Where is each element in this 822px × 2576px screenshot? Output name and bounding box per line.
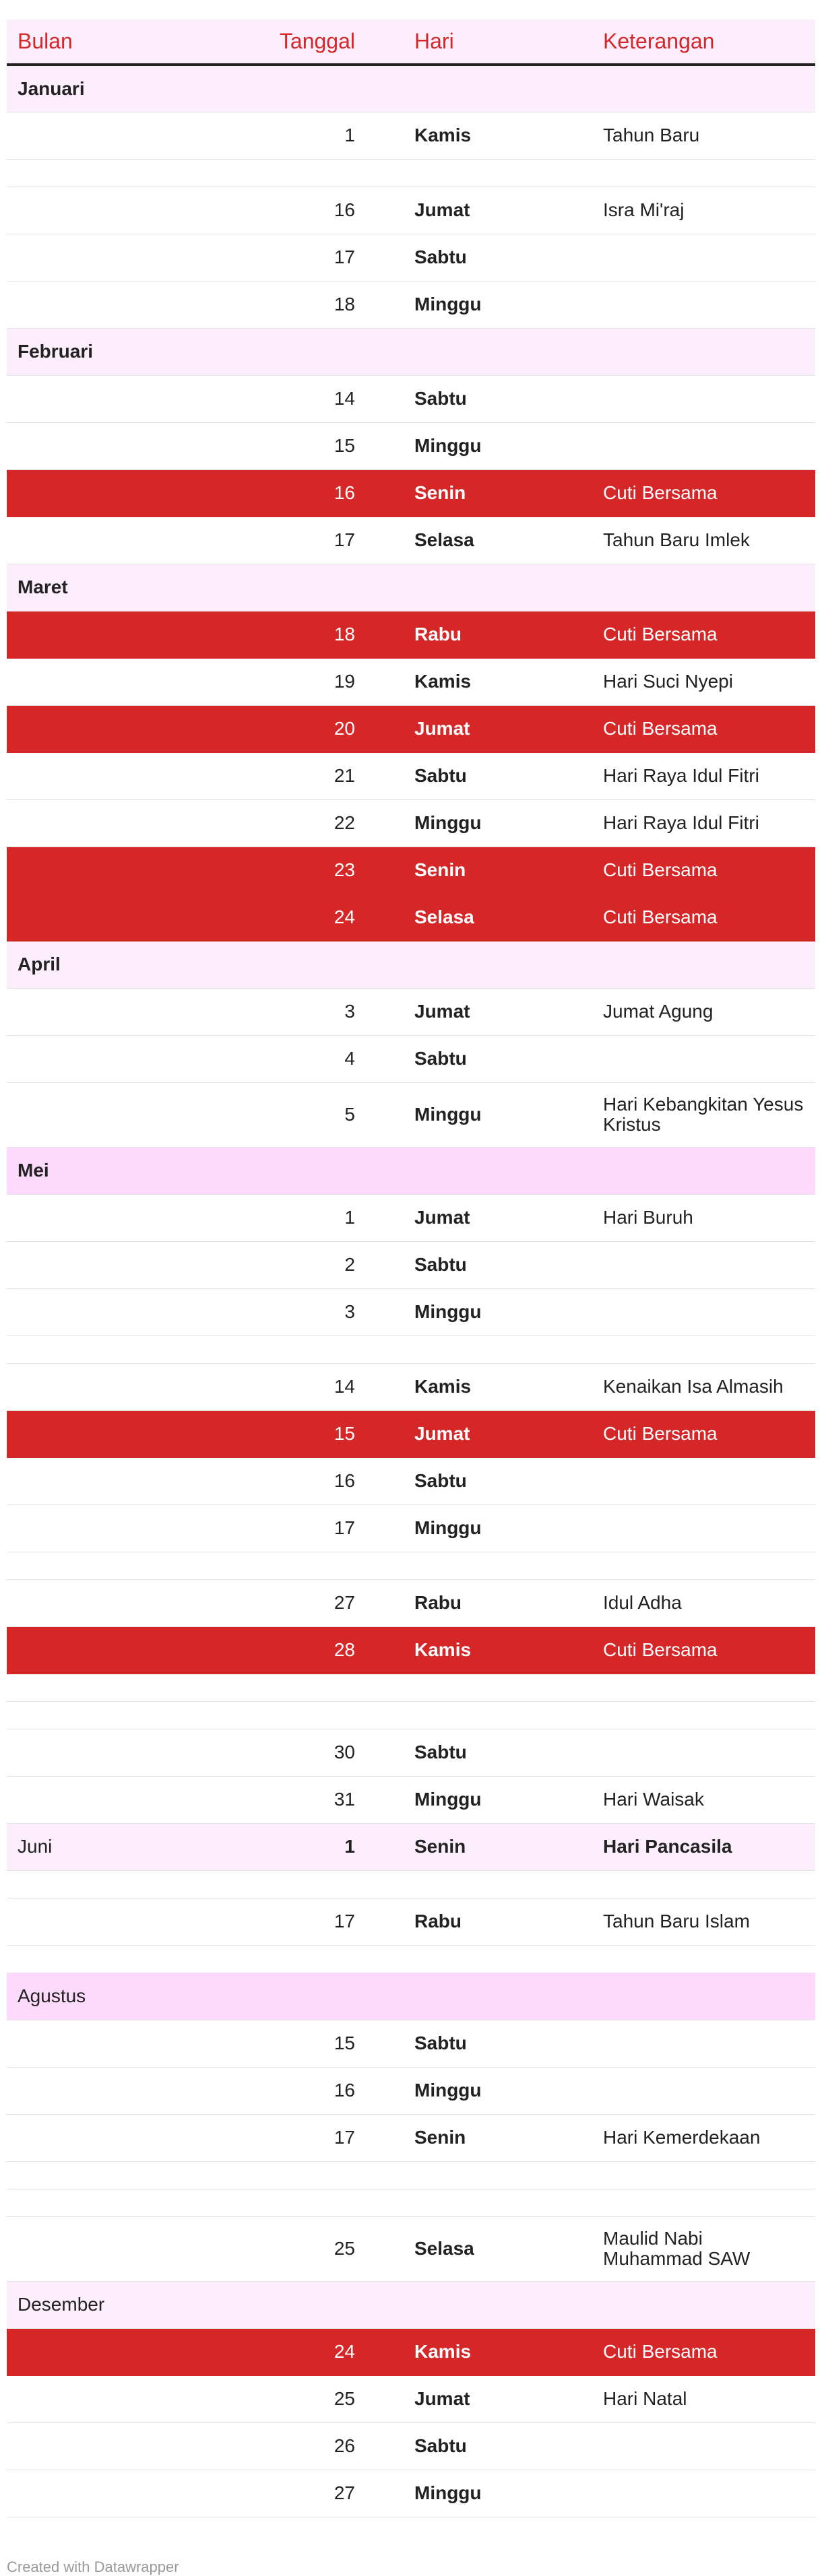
hari-cell: Minggu (404, 281, 592, 328)
hari-cell: Minggu (404, 1505, 592, 1552)
bulan-cell (7, 658, 185, 705)
bulan-cell (7, 112, 185, 159)
bulan-cell (7, 705, 185, 752)
bulan-cell (7, 1729, 185, 1776)
hari-cell (404, 1945, 592, 1973)
tanggal-cell: 20 (185, 705, 404, 752)
keterangan-cell (592, 281, 815, 328)
table-row (7, 517, 815, 564)
column-header-keterangan[interactable]: Keterangan (592, 20, 815, 65)
bulan-cell (7, 988, 185, 1035)
hari-cell: Kamis (404, 1363, 592, 1410)
table-header-row (7, 20, 815, 65)
tanggal-cell: 24 (185, 2328, 404, 2375)
bulan-cell: Februari (7, 328, 185, 375)
tanggal-cell (185, 1552, 404, 1579)
hari-cell: Sabtu (404, 1729, 592, 1776)
bulan-cell: Januari (7, 65, 185, 112)
tanggal-cell: 5 (185, 1082, 404, 1147)
hari-cell (404, 1701, 592, 1729)
tanggal-cell: 17 (185, 234, 404, 281)
bulan-cell (7, 2189, 185, 2216)
bulan-cell (7, 1945, 185, 1973)
keterangan-cell (592, 1870, 815, 1898)
hari-cell: Senin (404, 469, 592, 517)
hari-cell (404, 1870, 592, 1898)
cuti-bersama-row (7, 611, 815, 658)
bulan-cell (7, 1579, 185, 1626)
tanggal-cell (185, 1701, 404, 1729)
keterangan-cell: Idul Adha (592, 1579, 815, 1626)
hari-cell: Minggu (404, 1288, 592, 1335)
bulan-cell: Mei (7, 1147, 185, 1194)
bulan-cell (7, 159, 185, 187)
bulan-cell (7, 1776, 185, 1823)
keterangan-cell (592, 234, 815, 281)
tanggal-cell: 2 (185, 1241, 404, 1288)
bulan-cell (7, 1457, 185, 1505)
bulan-cell (7, 2470, 185, 2517)
column-header-hari[interactable]: Hari (404, 20, 592, 65)
bulan-cell (7, 187, 185, 234)
bulan-cell (7, 2114, 185, 2161)
tanggal-cell: 25 (185, 2375, 404, 2422)
hari-cell: Sabtu (404, 752, 592, 799)
table-row (7, 1729, 815, 1776)
hari-cell (404, 159, 592, 187)
hari-cell: Minggu (404, 1082, 592, 1147)
bulan-cell (7, 2161, 185, 2189)
bulan-cell (7, 611, 185, 658)
keterangan-cell: Tahun Baru Imlek (592, 517, 815, 564)
bulan-cell (7, 799, 185, 847)
hari-cell: Selasa (404, 517, 592, 564)
tanggal-cell (185, 1870, 404, 1898)
keterangan-cell (592, 1288, 815, 1335)
hari-cell (404, 328, 592, 375)
tanggal-cell (185, 564, 404, 611)
keterangan-cell: Cuti Bersama (592, 1626, 815, 1674)
empty-row (7, 1335, 815, 1363)
empty-row (7, 1701, 815, 1729)
hari-cell: Jumat (404, 1410, 592, 1457)
keterangan-cell (592, 1973, 815, 2020)
hari-cell (404, 2161, 592, 2189)
bulan-cell (7, 1552, 185, 1579)
empty-row (7, 2161, 815, 2189)
keterangan-cell (592, 1945, 815, 1973)
tanggal-cell: 25 (185, 2216, 404, 2281)
bulan-cell (7, 1505, 185, 1552)
hari-cell: Senin (404, 1823, 592, 1870)
hari-cell: Rabu (404, 1579, 592, 1626)
table-row (7, 1082, 815, 1147)
tanggal-cell (185, 1335, 404, 1363)
hari-cell: Jumat (404, 187, 592, 234)
tanggal-cell: 1 (185, 1194, 404, 1241)
tanggal-cell: 14 (185, 1363, 404, 1410)
keterangan-cell: Hari Pancasila (592, 1823, 815, 1870)
bulan-cell (7, 1626, 185, 1674)
hari-cell: Kamis (404, 2328, 592, 2375)
bulan-cell (7, 1288, 185, 1335)
keterangan-cell: Hari Kebangkitan Yesus Kristus (592, 1082, 815, 1147)
keterangan-cell: Cuti Bersama (592, 611, 815, 658)
tanggal-cell (185, 159, 404, 187)
table-row (7, 1457, 815, 1505)
tanggal-cell: 16 (185, 2067, 404, 2114)
hari-cell: Sabtu (404, 375, 592, 422)
month-row (7, 941, 815, 988)
tanggal-cell: 30 (185, 1729, 404, 1776)
tanggal-cell: 28 (185, 1626, 404, 1674)
keterangan-cell (592, 2281, 815, 2328)
holiday-table (7, 20, 815, 2517)
keterangan-cell (592, 1147, 815, 1194)
cuti-bersama-row (7, 1410, 815, 1457)
hari-cell (404, 941, 592, 988)
keterangan-cell (592, 1552, 815, 1579)
keterangan-cell (592, 1674, 815, 1701)
tanggal-cell: 21 (185, 752, 404, 799)
keterangan-cell (592, 375, 815, 422)
keterangan-cell: Maulid Nabi Muhammad SAW (592, 2216, 815, 2281)
keterangan-cell (592, 2422, 815, 2470)
bulan-cell (7, 1035, 185, 1082)
bulan-cell (7, 375, 185, 422)
tanggal-cell: 3 (185, 988, 404, 1035)
table-row (7, 1194, 815, 1241)
empty-row (7, 2189, 815, 2216)
tanggal-cell: 24 (185, 894, 404, 941)
table-row (7, 281, 815, 328)
bulan-cell (7, 1410, 185, 1457)
tanggal-cell: 27 (185, 1579, 404, 1626)
keterangan-cell: Jumat Agung (592, 988, 815, 1035)
tanggal-cell: 17 (185, 1505, 404, 1552)
table-row (7, 422, 815, 469)
tanggal-cell: 17 (185, 517, 404, 564)
keterangan-cell: Tahun Baru Islam (592, 1898, 815, 1945)
hari-cell: Jumat (404, 2375, 592, 2422)
tanggal-cell: 15 (185, 1410, 404, 1457)
keterangan-cell: Cuti Bersama (592, 469, 815, 517)
tanggal-cell: 1 (185, 1823, 404, 1870)
keterangan-cell (592, 1701, 815, 1729)
bulan-cell (7, 281, 185, 328)
bulan-cell (7, 2216, 185, 2281)
keterangan-cell: Cuti Bersama (592, 2328, 815, 2375)
tanggal-cell (185, 1973, 404, 2020)
bulan-cell (7, 894, 185, 941)
table-row (7, 1241, 815, 1288)
tanggal-cell (185, 1945, 404, 1973)
hari-cell: Senin (404, 2114, 592, 2161)
table-row (7, 2470, 815, 2517)
bulan-cell (7, 1194, 185, 1241)
keterangan-cell: Hari Natal (592, 2375, 815, 2422)
bulan-cell (7, 2375, 185, 2422)
bulan-cell (7, 234, 185, 281)
tanggal-cell (185, 941, 404, 988)
table-row (7, 2114, 815, 2161)
hari-cell: Jumat (404, 705, 592, 752)
hari-cell: Senin (404, 847, 592, 894)
keterangan-cell: Kenaikan Isa Almasih (592, 1363, 815, 1410)
tanggal-cell: 1 (185, 112, 404, 159)
empty-row (7, 159, 815, 187)
month-row (7, 1147, 815, 1194)
table-row (7, 1035, 815, 1082)
tanggal-cell: 14 (185, 375, 404, 422)
table-row (7, 375, 815, 422)
month-row (7, 1823, 815, 1870)
keterangan-cell: Cuti Bersama (592, 1410, 815, 1457)
keterangan-cell (592, 1729, 815, 1776)
tanggal-cell (185, 2189, 404, 2216)
keterangan-cell (592, 2189, 815, 2216)
keterangan-cell: Cuti Bersama (592, 847, 815, 894)
hari-cell: Sabtu (404, 234, 592, 281)
table-row (7, 1363, 815, 1410)
empty-row (7, 1945, 815, 1973)
tanggal-cell: 26 (185, 2422, 404, 2470)
keterangan-cell (592, 2020, 815, 2067)
hari-cell: Kamis (404, 112, 592, 159)
bulan-cell (7, 422, 185, 469)
hari-cell: Selasa (404, 2216, 592, 2281)
tanggal-cell: 17 (185, 1898, 404, 1945)
hari-cell: Sabtu (404, 1241, 592, 1288)
hari-cell: Minggu (404, 799, 592, 847)
hari-cell (404, 564, 592, 611)
keterangan-cell (592, 941, 815, 988)
tanggal-cell: 16 (185, 187, 404, 234)
table-row (7, 1579, 815, 1626)
hari-cell: Minggu (404, 422, 592, 469)
keterangan-cell: Hari Buruh (592, 1194, 815, 1241)
keterangan-cell (592, 2161, 815, 2189)
keterangan-cell (592, 2470, 815, 2517)
keterangan-cell: Tahun Baru (592, 112, 815, 159)
tanggal-cell: 16 (185, 469, 404, 517)
table-row (7, 799, 815, 847)
bulan-cell (7, 752, 185, 799)
month-row (7, 65, 815, 112)
table-row (7, 1505, 815, 1552)
bulan-cell: Desember (7, 2281, 185, 2328)
hari-cell (404, 65, 592, 112)
tanggal-cell: 19 (185, 658, 404, 705)
tanggal-cell (185, 2281, 404, 2328)
hari-cell: Minggu (404, 1776, 592, 1823)
hari-cell (404, 1552, 592, 1579)
tanggal-cell (185, 328, 404, 375)
column-header-tanggal[interactable]: Tanggal (185, 20, 404, 65)
month-row (7, 2281, 815, 2328)
empty-row (7, 1552, 815, 1579)
tanggal-cell: 15 (185, 2020, 404, 2067)
bulan-cell: April (7, 941, 185, 988)
tanggal-cell: 31 (185, 1776, 404, 1823)
bulan-cell (7, 2422, 185, 2470)
empty-row (7, 1674, 815, 1701)
hari-cell: Jumat (404, 1194, 592, 1241)
table-body (7, 65, 815, 2517)
bulan-cell (7, 1898, 185, 1945)
tanggal-cell (185, 1147, 404, 1194)
bulan-cell: Juni (7, 1823, 185, 1870)
table-row (7, 2216, 815, 2281)
keterangan-cell: Hari Raya Idul Fitri (592, 752, 815, 799)
table-row (7, 1898, 815, 1945)
hari-cell: Selasa (404, 894, 592, 941)
keterangan-cell (592, 1505, 815, 1552)
keterangan-cell (592, 159, 815, 187)
keterangan-cell (592, 2067, 815, 2114)
table-row (7, 2375, 815, 2422)
table-row (7, 658, 815, 705)
bulan-cell: Agustus (7, 1973, 185, 2020)
bulan-cell (7, 2020, 185, 2067)
hari-cell: Minggu (404, 2470, 592, 2517)
bulan-cell (7, 1701, 185, 1729)
tanggal-cell: 16 (185, 1457, 404, 1505)
table-row (7, 112, 815, 159)
hari-cell: Kamis (404, 658, 592, 705)
bulan-cell (7, 1674, 185, 1701)
keterangan-cell: Isra Mi'raj (592, 187, 815, 234)
bulan-cell (7, 1241, 185, 1288)
tanggal-cell (185, 1674, 404, 1701)
table-row (7, 2422, 815, 2470)
keterangan-cell (592, 1335, 815, 1363)
table-row (7, 187, 815, 234)
keterangan-cell (592, 65, 815, 112)
table-row (7, 234, 815, 281)
cuti-bersama-row (7, 2328, 815, 2375)
bulan-cell (7, 2328, 185, 2375)
cuti-bersama-row (7, 847, 815, 894)
hari-cell (404, 2189, 592, 2216)
table-row (7, 2067, 815, 2114)
hari-cell: Sabtu (404, 2020, 592, 2067)
cuti-bersama-row (7, 705, 815, 752)
keterangan-cell: Hari Raya Idul Fitri (592, 799, 815, 847)
bulan-cell (7, 1870, 185, 1898)
keterangan-cell (592, 1457, 815, 1505)
keterangan-cell (592, 422, 815, 469)
hari-cell: Sabtu (404, 2422, 592, 2470)
holiday-table-container (7, 20, 815, 2517)
keterangan-cell (592, 564, 815, 611)
hari-cell (404, 2281, 592, 2328)
cuti-bersama-row (7, 469, 815, 517)
hari-cell: Minggu (404, 2067, 592, 2114)
table-row (7, 752, 815, 799)
cuti-bersama-row (7, 1626, 815, 1674)
tanggal-cell (185, 2161, 404, 2189)
tanggal-cell: 3 (185, 1288, 404, 1335)
hari-cell (404, 1147, 592, 1194)
bulan-cell (7, 1082, 185, 1147)
hari-cell: Sabtu (404, 1457, 592, 1505)
keterangan-cell (592, 1241, 815, 1288)
month-row (7, 1973, 815, 2020)
footer-credit[interactable]: Created with Datawrapper (7, 2558, 179, 2575)
month-row (7, 328, 815, 375)
table-row (7, 1288, 815, 1335)
keterangan-cell (592, 1035, 815, 1082)
tanggal-cell: 18 (185, 611, 404, 658)
keterangan-cell (592, 328, 815, 375)
tanggal-cell: 4 (185, 1035, 404, 1082)
hari-cell: Kamis (404, 1626, 592, 1674)
bulan-cell: Maret (7, 564, 185, 611)
bulan-cell (7, 847, 185, 894)
keterangan-cell: Hari Kemerdekaan (592, 2114, 815, 2161)
tanggal-cell: 18 (185, 281, 404, 328)
bulan-cell (7, 1363, 185, 1410)
keterangan-cell: Hari Waisak (592, 1776, 815, 1823)
hari-cell: Rabu (404, 1898, 592, 1945)
tanggal-cell: 15 (185, 422, 404, 469)
tanggal-cell: 27 (185, 2470, 404, 2517)
hari-cell (404, 1674, 592, 1701)
cuti-bersama-row (7, 894, 815, 941)
keterangan-cell: Hari Suci Nyepi (592, 658, 815, 705)
hari-cell: Rabu (404, 611, 592, 658)
tanggal-cell: 17 (185, 2114, 404, 2161)
hari-cell (404, 1335, 592, 1363)
table-row (7, 1776, 815, 1823)
empty-row (7, 1870, 815, 1898)
tanggal-cell: 23 (185, 847, 404, 894)
bulan-cell (7, 2067, 185, 2114)
tanggal-cell: 22 (185, 799, 404, 847)
column-header-bulan[interactable]: Bulan (7, 20, 185, 65)
bulan-cell (7, 469, 185, 517)
tanggal-cell (185, 65, 404, 112)
keterangan-cell: Cuti Bersama (592, 705, 815, 752)
hari-cell (404, 1973, 592, 2020)
table-row (7, 2020, 815, 2067)
bulan-cell (7, 517, 185, 564)
hari-cell: Sabtu (404, 1035, 592, 1082)
month-row (7, 564, 815, 611)
table-row (7, 988, 815, 1035)
hari-cell: Jumat (404, 988, 592, 1035)
bulan-cell (7, 1335, 185, 1363)
keterangan-cell: Cuti Bersama (592, 894, 815, 941)
